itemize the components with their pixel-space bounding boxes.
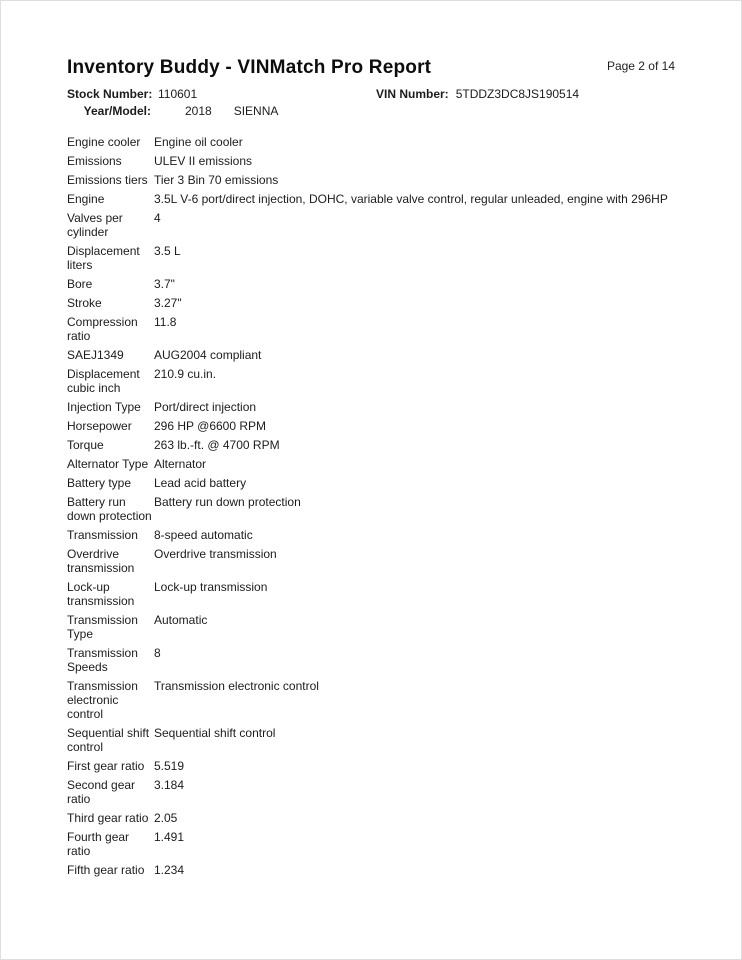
spec-value: 296 HP @6600 RPM xyxy=(154,419,267,433)
page-content xyxy=(1,1,741,877)
spec-value: Transmission electronic control xyxy=(154,679,319,693)
spec-row xyxy=(67,580,711,608)
spec-value: Battery run down protection xyxy=(154,495,301,509)
spec-row xyxy=(67,154,711,168)
spec-label: Overdrive transmission xyxy=(67,547,135,575)
spec-label: Second gear ratio xyxy=(67,778,136,806)
spec-label: Third gear ratio xyxy=(67,811,149,825)
spec-value: 1.234 xyxy=(154,863,185,877)
spec-row xyxy=(67,476,711,490)
spec-value: Sequential shift control xyxy=(154,726,276,740)
spec-row xyxy=(67,679,711,721)
spec-value: 3.5L V-6 port/direct injection, DOHC, variable valve control, regular unleaded, engine with 296HP xyxy=(154,192,668,206)
spec-label: Transmission electronic control xyxy=(67,679,138,721)
spec-value: 8 xyxy=(154,646,161,660)
spec-label: Engine cooler xyxy=(67,135,141,149)
spec-row xyxy=(67,438,711,452)
spec-row xyxy=(67,277,711,291)
spec-label: Transmission xyxy=(67,528,138,542)
spec-label: Valves per cylinder xyxy=(67,211,123,239)
spec-value: 5.519 xyxy=(154,759,185,773)
spec-label: Engine xyxy=(67,192,105,206)
spec-row xyxy=(67,726,711,754)
spec-row xyxy=(67,400,711,414)
title-row xyxy=(67,57,711,79)
spec-label: Displacement liters xyxy=(67,244,140,272)
spec-label: Fifth gear ratio xyxy=(67,863,145,877)
report-title: Inventory Buddy - VINMatch Pro Report xyxy=(67,57,432,78)
spec-value: Port/direct injection xyxy=(154,400,257,414)
spec-value: 210.9 cu.in. xyxy=(154,367,217,381)
spec-label: Displacement cubic inch xyxy=(67,367,140,395)
spec-value: Automatic xyxy=(154,613,208,627)
spec-row xyxy=(67,811,711,825)
spec-row xyxy=(67,646,711,674)
spec-value: Alternator xyxy=(154,457,207,471)
year-value: 2018 xyxy=(185,104,212,118)
spec-label: Fourth gear ratio xyxy=(67,830,130,858)
spec-value: AUG2004 compliant xyxy=(154,348,262,362)
spec-label: Battery run down protection xyxy=(67,495,152,523)
spec-value: Lock-up transmission xyxy=(154,580,268,594)
spec-value: 4 xyxy=(154,211,161,225)
spec-value: 2.05 xyxy=(154,811,178,825)
spec-label: Emissions xyxy=(67,154,122,168)
spec-label: First gear ratio xyxy=(67,759,145,773)
spec-row xyxy=(67,348,711,362)
spec-value: 11.8 xyxy=(154,315,177,329)
spec-label: Horsepower xyxy=(67,419,132,433)
stock-number-value: 110601 xyxy=(158,87,198,101)
spec-row xyxy=(67,528,711,542)
vin-number-value: 5TDDZ3DC8JS190514 xyxy=(455,87,580,101)
spec-row xyxy=(67,830,711,858)
spec-row xyxy=(67,315,711,343)
spec-label: Battery type xyxy=(67,476,132,490)
spec-value: Tier 3 Bin 70 emissions xyxy=(154,173,279,187)
spec-row xyxy=(67,211,711,239)
spec-label: Sequential shift control xyxy=(67,726,150,754)
spec-label: Bore xyxy=(67,277,93,291)
spec-label: Transmission Speeds xyxy=(67,646,138,674)
spec-row xyxy=(67,863,711,877)
spec-label: Torque xyxy=(67,438,104,452)
spec-row xyxy=(67,192,711,206)
spec-value: Engine oil cooler xyxy=(154,135,243,149)
spec-label: Stroke xyxy=(67,296,102,310)
spec-value: 3.184 xyxy=(154,778,185,792)
spec-row xyxy=(67,244,711,272)
spec-label: Emissions tiers xyxy=(67,173,148,187)
spec-row xyxy=(67,296,711,310)
spec-label: Transmission Type xyxy=(67,613,138,641)
spec-table xyxy=(67,135,711,877)
spec-value: 1.491 xyxy=(154,830,185,844)
spec-label: SAEJ1349 xyxy=(67,348,124,362)
spec-label: Lock-up transmission xyxy=(67,580,135,608)
stock-number-label: Stock Number: xyxy=(67,87,153,101)
spec-row xyxy=(67,613,711,641)
spec-row xyxy=(67,778,711,806)
stock-number-group xyxy=(67,86,376,103)
meta-row-1 xyxy=(67,86,711,103)
vin-group xyxy=(376,86,579,103)
spec-row xyxy=(67,173,711,187)
page-indicator: Page 2 of 14 xyxy=(606,59,675,73)
spec-row xyxy=(67,495,711,523)
report-meta xyxy=(67,86,711,120)
spec-value: Lead acid battery xyxy=(154,476,247,490)
spec-label: Injection Type xyxy=(67,400,141,414)
spec-row xyxy=(67,457,711,471)
spec-value: 263 lb.-ft. @ 4700 RPM xyxy=(154,438,280,452)
spec-row xyxy=(67,419,711,433)
spec-value: 3.7" xyxy=(154,277,175,291)
vin-number-label: VIN Number: xyxy=(376,87,449,101)
meta-row-2 xyxy=(67,103,711,120)
spec-value: 3.27" xyxy=(154,296,182,310)
spec-row xyxy=(67,547,711,575)
model-value: SIENNA xyxy=(233,104,279,118)
spec-label: Compression ratio xyxy=(67,315,138,343)
spec-value: 8-speed automatic xyxy=(154,528,253,542)
spec-value: ULEV II emissions xyxy=(154,154,253,168)
year-model-label: Year/Model: xyxy=(83,104,151,118)
spec-row xyxy=(67,367,711,395)
spec-value: 3.5 L xyxy=(154,244,181,258)
spec-row xyxy=(67,759,711,773)
spec-value: Overdrive transmission xyxy=(154,547,277,561)
spec-row xyxy=(67,135,711,149)
spec-label: Alternator Type xyxy=(67,457,149,471)
